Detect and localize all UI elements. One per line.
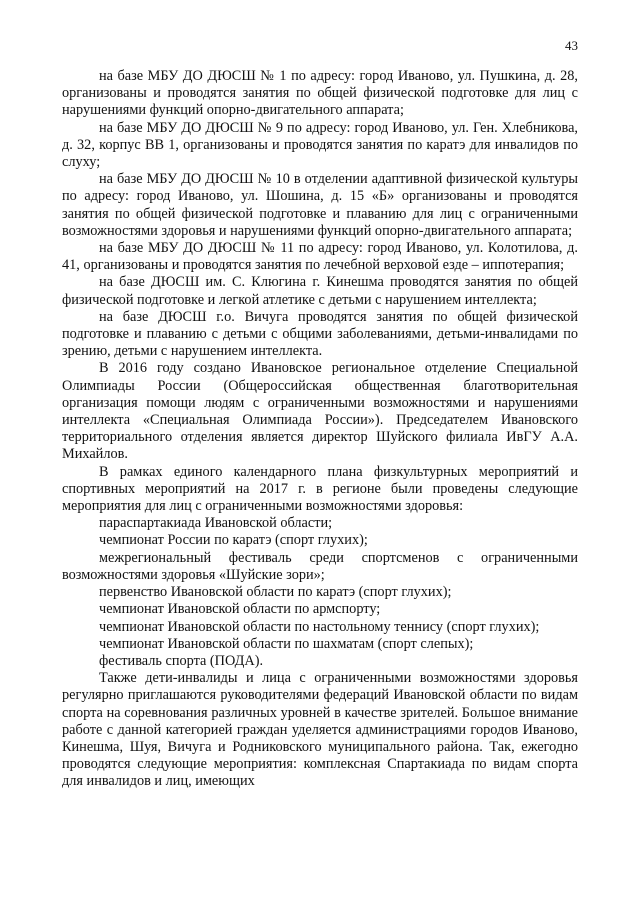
paragraph-spectators: Также дети-инвалиды и лица с ограниченными возможностями здоровья регулярно приглашаются руководителями федераций Ивановской области по видам спорта на соревнования различных уровней в качестве зрителей. Большое внимание работе с данной категорией граждан уделяется администрациями городов Иваново, Кинешма, Шуя, Вичуга и Родниковского муниципального района. Так, ежегодно проводятся следующие мероприятия: комплексная Спартакиада по видам спорта для инвалидов и лиц, имеющих (62, 670, 578, 790)
page-number: 43 (565, 38, 578, 53)
event-item: первенство Ивановской области по каратэ (спорт глухих); (99, 584, 452, 601)
event-item: чемпионат Ивановской области по армспорту; (99, 601, 381, 618)
event-item: межрегиональный фестиваль среди спортсменов с ограниченными возможностями здоровья «Шуйские зори»; (62, 549, 578, 583)
document-body (62, 68, 578, 791)
event-item: параспартакиада Ивановской области; (99, 515, 333, 532)
paragraph-school-1: на базе МБУ ДО ДЮСШ № 1 по адресу: город Иваново, ул. Пушкина, д. 28, организованы и проводятся занятия по общей физической подготовке для лиц с нарушениями функций опорно-двигательного аппарата; (62, 68, 578, 119)
paragraph-vichuga: на базе ДЮСШ г.о. Вичуга проводятся занятия по общей физической подготовке и плаванию с детьми с общими заболеваниями, детьми-инвалидами по зрению, детьми с нарушением интеллекта. (62, 308, 578, 360)
paragraph-school-10: на базе МБУ ДО ДЮСШ № 10 в отделении адаптивной физической культуры по адресу: город Иваново, ул. Шошина, д. 15 «Б» организованы и проводятся занятия по общей физической подготовке и плаванию для лиц с ограниченными возможностями здоровья и нарушениями функций опорно-двигательного аппарата; (62, 171, 578, 239)
paragraph-school-11: на базе МБУ ДО ДЮСШ № 11 по адресу: город Иваново, ул. Колотилова, д. 41, организованы и проводятся занятия по лечебной верховой езде – иппотерапия; (62, 240, 578, 274)
paragraph-kineshma: на базе ДЮСШ им. С. Клюгина г. Кинешма проводятся занятия по общей физической подготовке и легкой атлетике с детьми с нарушением интеллекта; (62, 274, 578, 308)
paragraph-special-olympics: В 2016 году создано Ивановское региональное отделение Специальной Олимпиады России (Общероссийская общественная благотворительная организация помощи людям с ограниченными возможностями и нарушениями интеллекта «Специальная Олимпиада России»). Председателем Ивановского территориального отделения является директор Шуйского филиала ИвГУ А.А. Михайлов. (62, 360, 578, 463)
event-item: чемпионат России по каратэ (спорт глухих); (99, 532, 368, 549)
event-item: чемпионат Ивановской области по шахматам (спорт слепых); (99, 635, 474, 652)
event-item: фестиваль спорта (ПОДА). (99, 652, 264, 669)
event-item: чемпионат Ивановской области по настольному теннису (спорт глухих); (99, 618, 540, 635)
paragraph-school-9: на базе МБУ ДО ДЮСШ № 9 по адресу: город Иваново, ул. Ген. Хлебникова, д. 32, корпус ВВ 1, организованы и проводятся занятия по каратэ для инвалидов по слуху; (62, 119, 578, 171)
paragraph-calendar-plan: В рамках единого календарного плана физкультурных мероприятий и спортивных мероприятий на 2017 г. в регионе были проведены следующие мероприятия для лиц с ограниченными возможностями здоровья: (62, 463, 578, 515)
